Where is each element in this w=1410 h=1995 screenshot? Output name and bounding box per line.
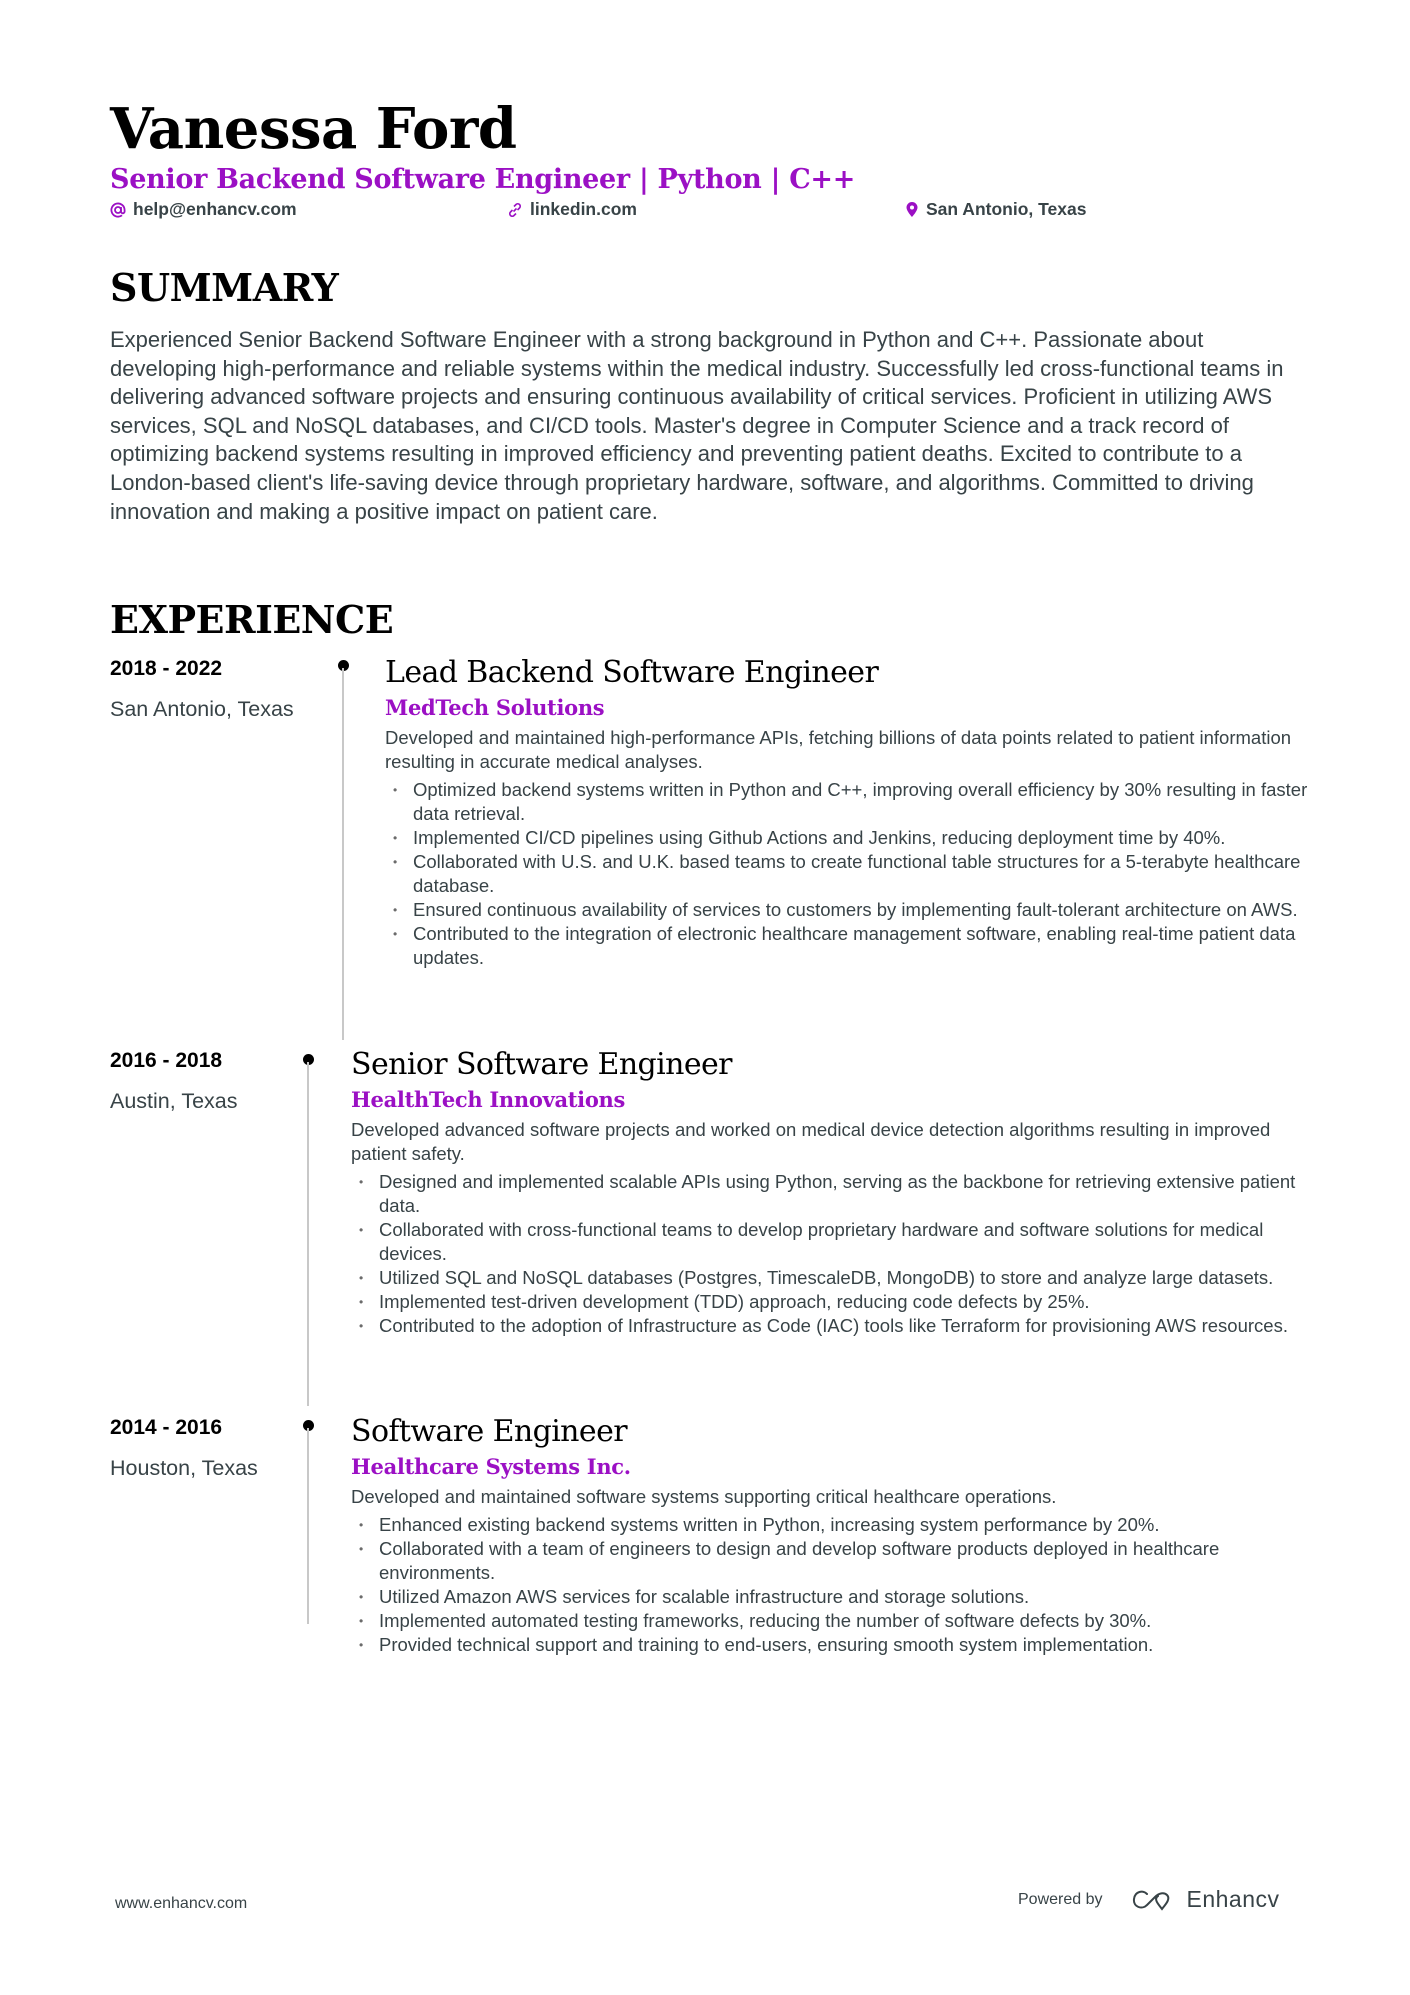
- summary-text: Experienced Senior Backend Software Engineer with a strong background in Python and C++. Passionate about developing high-performance and reliable systems within the medical industry. Successfully led cross-functional teams in delivering advanced software projects and ensuring continuous availability of critical services. Proficient in utilizing AWS services, SQL and NoSQL databases, and CI/CD tools. Master's degree in Computer Science and a track record of optimizing backend systems resulting in improved efficiency and preventing patient deaths. Excited to contribute to a London-based client's life-saving device through proprietary hardware, software, and algorithms. Committed to driving innovation and making a positive impact on patient care.: [110, 327, 1284, 524]
- job-bullets: [351, 1513, 1315, 1657]
- bullet-item: • Optimized backend systems written in Python and C++, improving overall efficiency by 30% resulting in faster data retrieval.: [385, 778, 1315, 826]
- job-description: Developed and maintained software systems supporting critical healthcare operations.: [351, 1486, 1057, 1507]
- powered-by-label: Powered by: [1018, 1890, 1103, 1908]
- job-dates: 2014 - 2016: [110, 1416, 223, 1439]
- timeline-line: [307, 1062, 309, 1406]
- bullet-item: • Collaborated with U.S. and U.K. based teams to create functional table structures for a 5-terabyte healthcare database.: [385, 850, 1315, 898]
- job-title: Senior Software Engineer: [351, 1047, 732, 1082]
- bullet-item: • Contributed to the integration of electronic healthcare management software, enabling real-time patient data updates.: [385, 922, 1315, 970]
- job-bullets: [385, 778, 1315, 970]
- bullet-item: • Utilized SQL and NoSQL databases (Postgres, TimescaleDB, MongoDB) to store and analyze large datasets.: [351, 1266, 1315, 1290]
- link-icon: [507, 202, 523, 218]
- company-name: Healthcare Systems Inc.: [351, 1454, 631, 1479]
- timeline-line: [307, 1428, 309, 1624]
- contact-linkedin[interactable]: [507, 199, 637, 220]
- job-title: Software Engineer: [351, 1414, 627, 1449]
- job-description: Developed and maintained high-performance APIs, fetching billions of data points related to patient information resulting in accurate medical analyses.: [385, 727, 1292, 772]
- email-link[interactable]: help@enhancv.com: [133, 199, 297, 219]
- job-location: Houston, Texas: [110, 1456, 258, 1480]
- footer-website-link[interactable]: www.enhancv.com: [115, 1895, 248, 1912]
- bullet-item: • Collaborated with cross-functional teams to develop proprietary hardware and software solutions for medical devices.: [351, 1218, 1315, 1266]
- candidate-name: Vanessa Ford: [110, 96, 517, 162]
- bullet-item: • Implemented automated testing frameworks, reducing the number of software defects by 30%.: [351, 1609, 1315, 1633]
- job-location: San Antonio, Texas: [110, 697, 294, 721]
- bullet-item: • Ensured continuous availability of services to customers by implementing fault-tolerant architecture on AWS.: [385, 898, 1315, 922]
- bullet-item: • Implemented CI/CD pipelines using Github Actions and Jenkins, reducing deployment time by 40%.: [385, 826, 1315, 850]
- company-name: MedTech Solutions: [385, 695, 605, 720]
- linkedin-link[interactable]: linkedin.com: [530, 199, 637, 219]
- bullet-item: • Contributed to the adoption of Infrastructure as Code (IAC) tools like Terraform for provisioning AWS resources.: [351, 1314, 1315, 1338]
- at-icon: [110, 202, 126, 218]
- job-location: Austin, Texas: [110, 1089, 238, 1113]
- contact-email[interactable]: [110, 199, 297, 220]
- job-bullets: [351, 1170, 1315, 1338]
- summary-heading: SUMMARY: [110, 265, 339, 310]
- bullet-item: • Collaborated with a team of engineers to design and develop software products deployed in healthcare environments.: [351, 1537, 1315, 1585]
- brand-name: Enhancv: [1186, 1886, 1280, 1912]
- bullet-item: • Designed and implemented scalable APIs using Python, serving as the backbone for retrieving extensive patient data.: [351, 1170, 1315, 1218]
- enhancv-logo-icon: [1131, 1888, 1177, 1912]
- job-dates: 2016 - 2018: [110, 1049, 223, 1072]
- bullet-item: • Provided technical support and training to end-users, ensuring smooth system implementation.: [351, 1633, 1315, 1657]
- resume-header: [110, 96, 1310, 223]
- job-dates: 2018 - 2022: [110, 657, 223, 680]
- contact-location: [905, 199, 1086, 220]
- job-content: [385, 654, 1315, 970]
- company-name: HealthTech Innovations: [351, 1087, 626, 1112]
- location-pin-icon: [905, 201, 919, 218]
- bullet-item: • Implemented test-driven development (TDD) approach, reducing code defects by 25%.: [351, 1290, 1315, 1314]
- experience-heading: EXPERIENCE: [110, 597, 394, 642]
- powered-by[interactable]: [1018, 1886, 1280, 1913]
- job-content: [351, 1413, 1315, 1657]
- location-text: San Antonio, Texas: [926, 199, 1087, 219]
- job-content: [351, 1046, 1315, 1338]
- bullet-item: • Enhanced existing backend systems written in Python, increasing system performance by 20%.: [351, 1513, 1315, 1537]
- contact-row: [110, 199, 1310, 223]
- timeline-line: [342, 668, 344, 1040]
- candidate-title: Senior Backend Software Engineer | Python | C++: [110, 164, 856, 195]
- job-title: Lead Backend Software Engineer: [385, 655, 879, 690]
- job-description: Developed advanced software projects and worked on medical device detection algorithms resulting in improved patient safety.: [351, 1119, 1271, 1164]
- bullet-item: • Utilized Amazon AWS services for scalable infrastructure and storage solutions.: [351, 1585, 1315, 1609]
